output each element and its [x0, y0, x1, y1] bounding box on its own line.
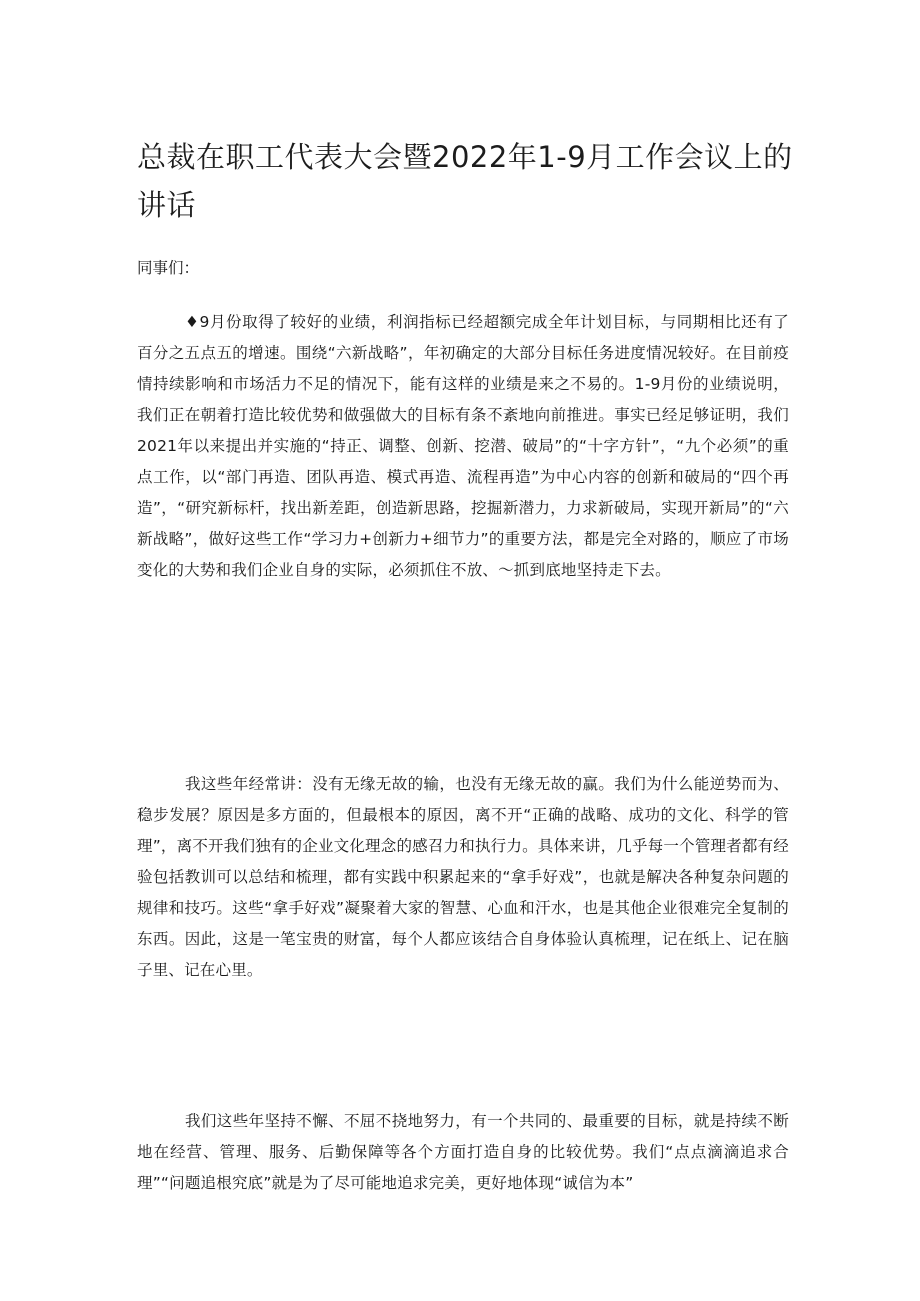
body-paragraph: 我们这些年坚持不懈、不屈不挠地努力，有一个共同的、最重要的目标，就是持续不断地在经营、管理、服务、后勤保障等各个方面打造自身的比较优势。我们“点点滴滴追求合理”“问题追根究底”就是为了尽可能地追求完美，更好地体现“诚信为本” [137, 1112, 789, 1192]
body-paragraph: 我这些年经常讲：没有无缘无故的输，也没有无缘无故的赢。我们为什么能逆势而为、稳步发展？原因是多方面的，但最根本的原因，离不开“正确的战略、成功的文化、科学的管理”，离不开我们独有的企业文化理念的感召力和执行力。具体来讲，几乎每一个管理者都有经验包括教训可以总结和梳理，都有实践中积累起来的“拿手好戏”，也就是解决各种复杂问题的规律和技巧。这些“拿手好戏”凝聚着大家的智慧、心血和汗水，也是其他企业很难完全复制的东西。因此，这是一笔宝贵的财富，每个人都应该结合自身体验认真梳理，记在纸上、记在脑子里、记在心里。 [137, 775, 789, 979]
salutation: 同事们： [137, 259, 200, 277]
body-paragraph: ♦9月份取得了较好的业绩，利润指标已经超额完成全年计划目标，与同期相比还有了百分之五点五的增速。围绕“六新战略”，年初确定的大部分目标任务进度情况较好。在目前疫情持续影响和市场活力不足的情况下，能有这样的业绩是来之不易的。1-9月份的业绩说明，我们正在朝着打造比较优势和做强做大的目标有条不紊地向前推进。事实已经足够证明，我们2021年以来提出并实施的“持正、调整、创新、挖潜、破局”的“十字方针”，“九个必须”的重点工作，以“部门再造、团队再造、模式再造、流程再造”为中心内容的创新和破局的“四个再造”，“研究新标杆，找出新差距，创造新思路，挖掘新潜力，力求新破局，实现开新局”的“六新战略”，做好这些工作“学习力+创新力+细节力”的重要方法，都是完全对路的，顺应了市场变化的大势和我们企业自身的实际，必须抓住不放、〜抓到底地坚持走下去。 [137, 313, 789, 579]
document-title: 总裁在职工代表大会暨2022年1-9月工作会议上的讲话 [137, 140, 793, 222]
